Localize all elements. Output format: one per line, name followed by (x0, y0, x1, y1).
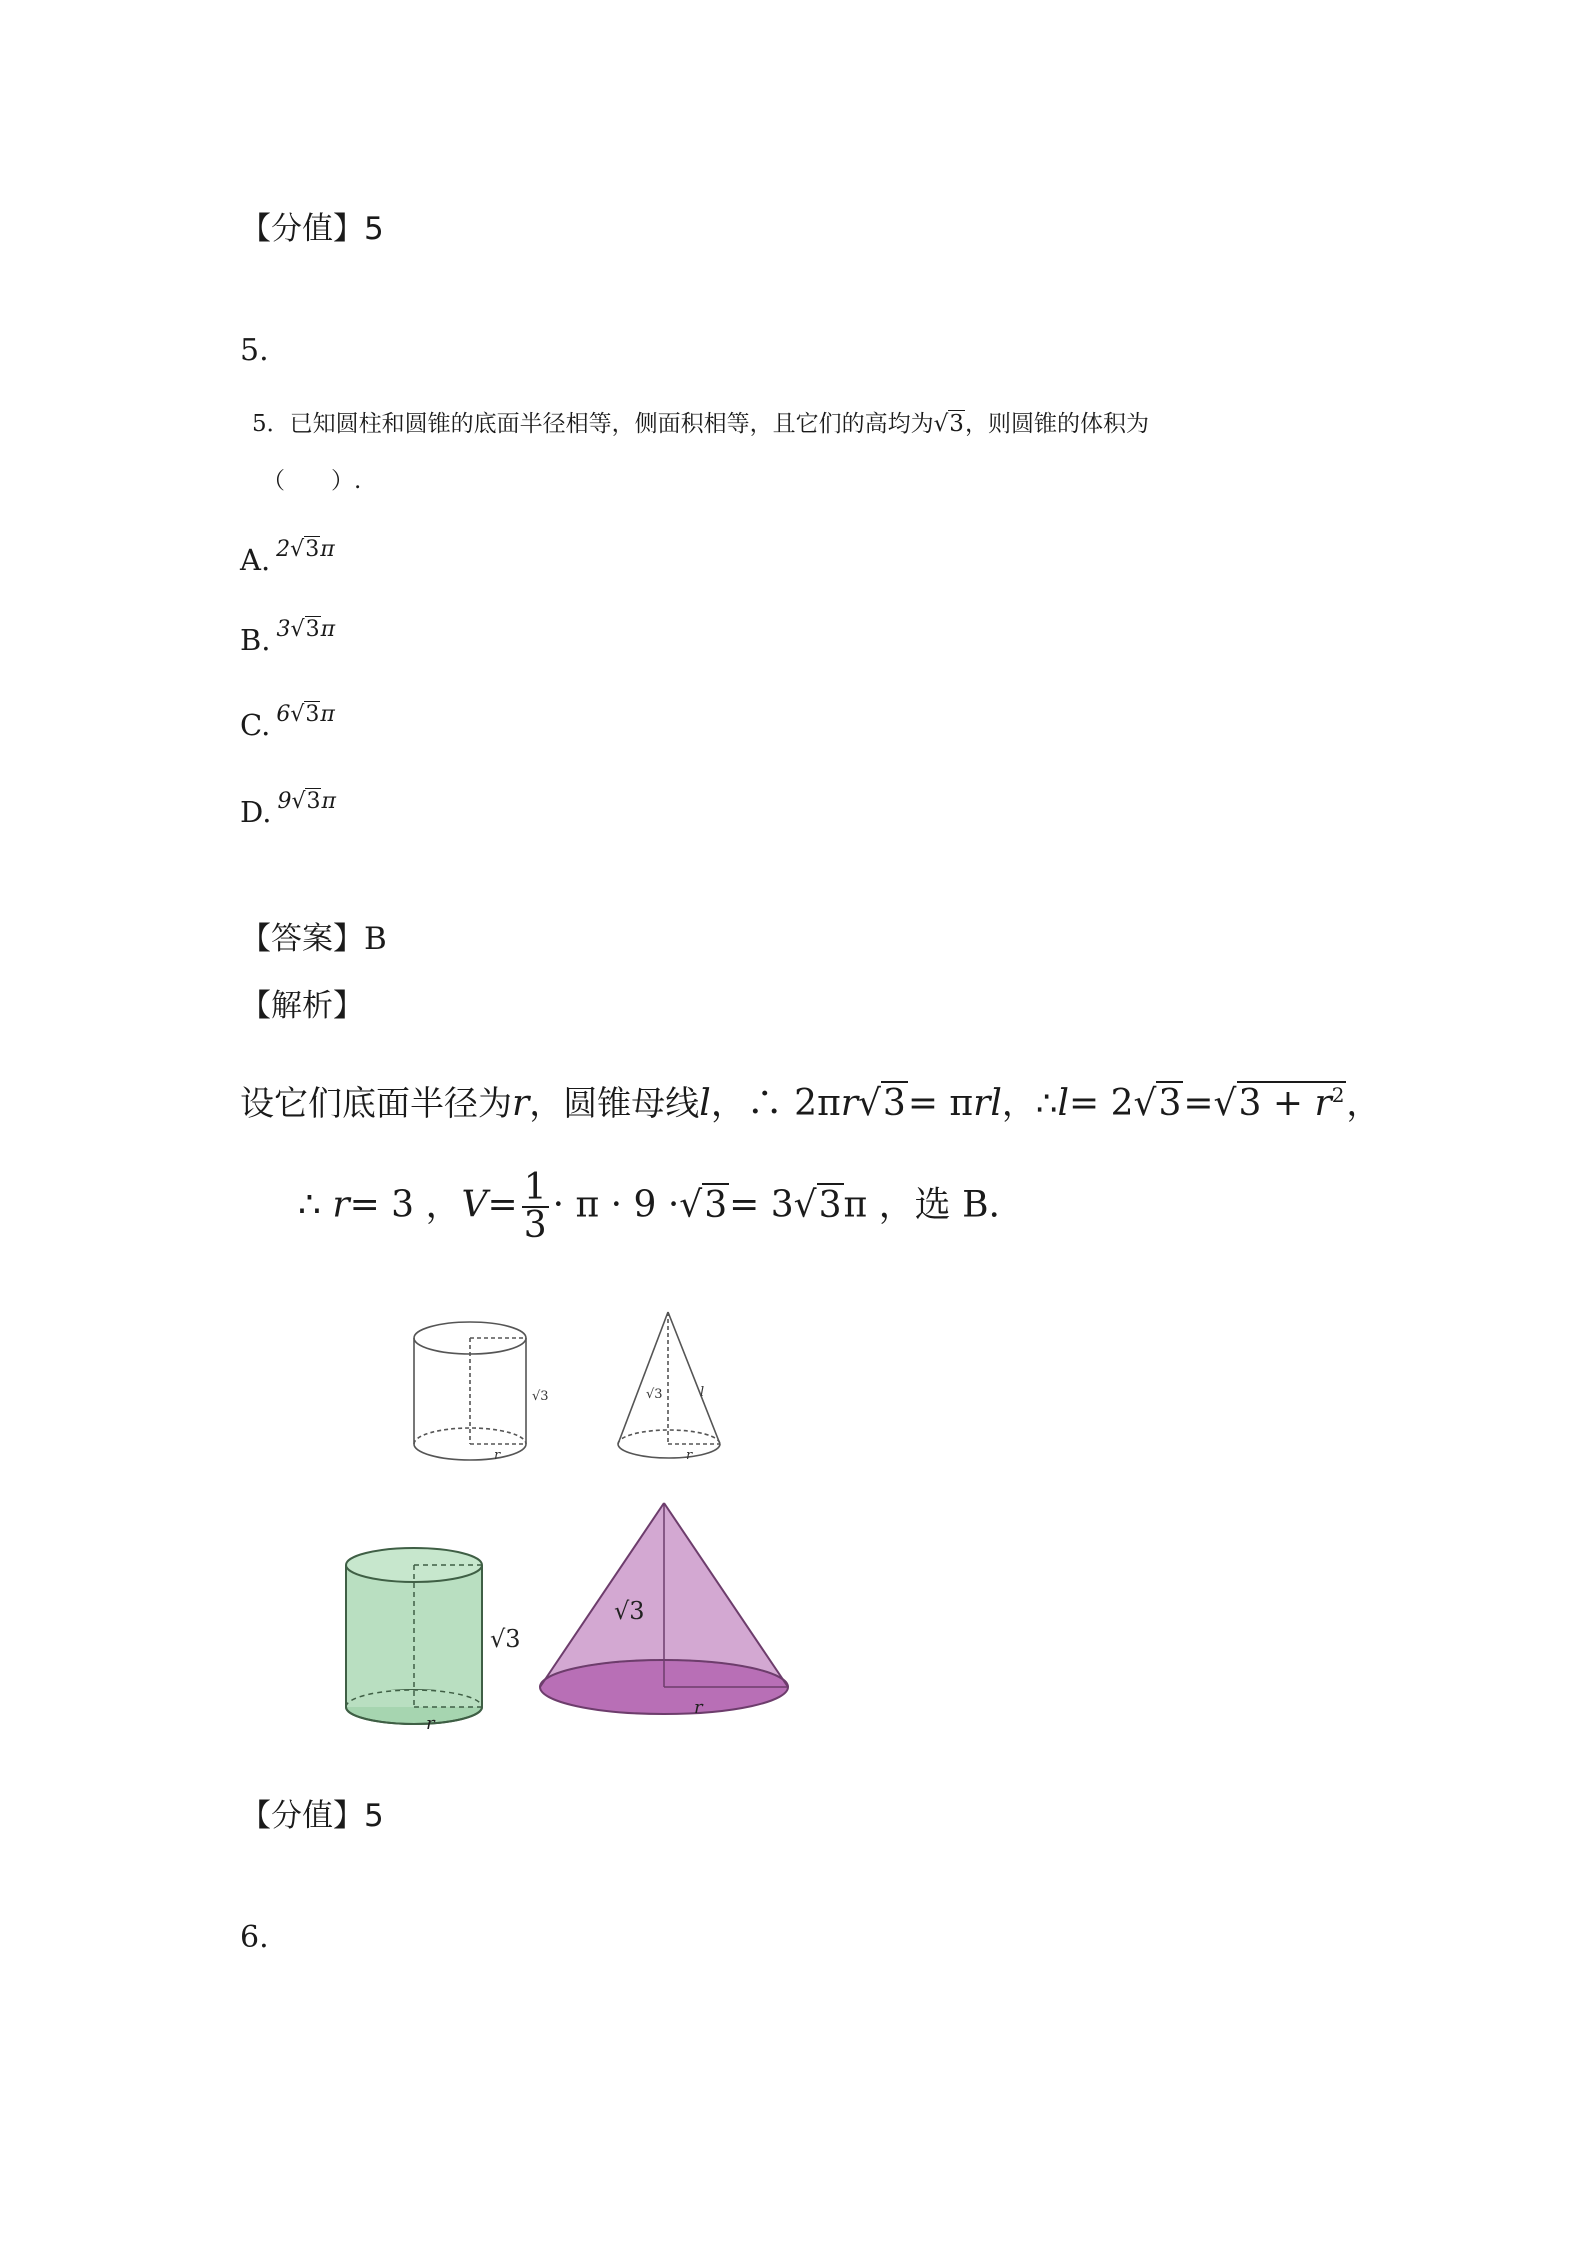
question-stem-line1 (252, 405, 1149, 438)
score-label: 【分值】 (240, 211, 364, 247)
stem-text-a: 5．已知圆柱和圆锥的底面半径相等，侧面积相等，且它们的高均为 (252, 411, 934, 437)
green-cylinder (346, 1548, 482, 1724)
option-value: 9√3π (277, 789, 336, 814)
score-label: 【分值】 (240, 1798, 364, 1834)
score-value: 5 (364, 1798, 384, 1834)
line-drawing-figure (400, 1310, 740, 1480)
stem-text-b: ，则圆锥的体积为 (964, 411, 1149, 437)
question-number: 5. (240, 333, 269, 368)
option-value: 3√3π (276, 617, 336, 642)
label-r-a: r (494, 1448, 501, 1463)
score-row-2 (240, 1790, 384, 1835)
option-d[interactable] (240, 789, 336, 829)
solution-line-2: ∴ r= 3 ，V= $\frac{1}{3}$ · π · 9 ·√3= 3√3π ，选 B. (298, 1167, 1000, 1246)
analysis-label: 【解析】 (240, 988, 364, 1024)
label-l: l (700, 1385, 705, 1400)
label-sqrt3-c: √3 (490, 1625, 521, 1653)
stem-sqrt-value: 3 (949, 411, 964, 437)
answer-row (240, 913, 387, 958)
option-b[interactable] (240, 617, 336, 657)
next-question-number: 6. (240, 1920, 269, 1955)
line-cylinder (414, 1322, 526, 1460)
answer-label: 【答案】 (240, 921, 364, 957)
label-sqrt3-a: √3 (532, 1389, 549, 1404)
fraction: $\frac{1}{3}$ (523, 1167, 547, 1246)
line-cone (618, 1312, 720, 1458)
option-c[interactable] (240, 702, 335, 742)
solution-line-1: 设它们底面半径为r，圆锥母线l，∴ 2πr√3= πrl，∴l= $2√3=√3 + r^2$， (240, 1083, 1381, 1124)
option-letter: D. (240, 795, 272, 829)
option-letter: A. (240, 543, 271, 577)
score-row (240, 203, 384, 248)
label-r-d: r (694, 1697, 703, 1718)
option-a[interactable] (240, 537, 335, 577)
label-r-c: r (426, 1713, 435, 1734)
colored-figure (330, 1495, 800, 1740)
label-sqrt3-b: √3 (646, 1387, 663, 1402)
label-r-b: r (686, 1448, 693, 1463)
option-letter: C. (240, 708, 271, 742)
label-sqrt3-d: √3 (614, 1597, 645, 1625)
stem-sqrt: √3 (933, 411, 964, 437)
question-stem-line2: （ ）. (262, 468, 362, 494)
option-letter: B. (240, 623, 271, 657)
option-value: 2√3π (276, 537, 335, 562)
answer-value: B (364, 921, 387, 957)
option-value: 6√3π (276, 702, 335, 727)
purple-cone (540, 1503, 788, 1714)
score-value: 5 (364, 211, 384, 247)
